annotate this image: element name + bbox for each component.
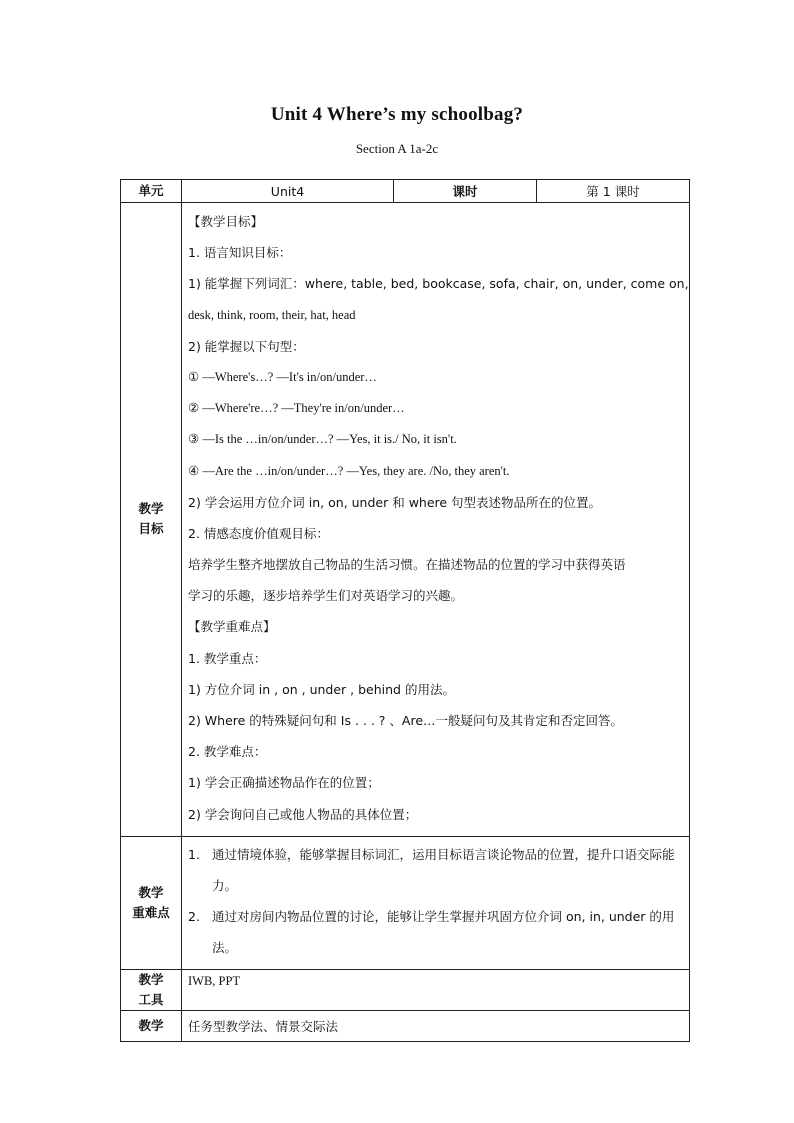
objectives-label-line2: 目标 bbox=[138, 521, 164, 537]
tools-label-line2: 工具 bbox=[138, 991, 164, 1007]
objectives-content bbox=[182, 203, 690, 837]
methods-content bbox=[182, 1010, 690, 1041]
language-goal-heading: 1. 语言知识目标： bbox=[188, 245, 292, 261]
emotion-goal-heading: 2. 情感态度价值观目标： bbox=[188, 525, 329, 541]
emotion-goal-line-1: 培养学生整齐地摆放自己物品的生活习惯。在描述物品的位置的学习中获得英语 bbox=[188, 557, 626, 573]
document-title: Unit 4 Where’s my schoolbag? bbox=[270, 104, 524, 125]
vocabulary-line-1: 1) 能掌握下列词汇：where, table, bed, bookcase, sofa, chair, on, under, come on, bbox=[188, 276, 689, 292]
lesson-plan-table bbox=[120, 179, 690, 1042]
objectives-heading: 【教学目标】 bbox=[188, 214, 264, 229]
key-points-row bbox=[121, 836, 690, 969]
difficult-points-heading: 2. 教学难点： bbox=[188, 744, 267, 760]
list-item-number: 1. bbox=[188, 846, 200, 862]
header-row bbox=[121, 180, 690, 203]
tools-label-line1: 教学 bbox=[138, 971, 164, 987]
list-item-number: 2. bbox=[188, 908, 200, 924]
key-points-label bbox=[121, 836, 182, 969]
objectives-label bbox=[121, 203, 182, 837]
key-points-list bbox=[182, 837, 689, 969]
methods-label: 教学 bbox=[121, 1010, 182, 1041]
unit-value: Unit4 bbox=[182, 180, 394, 203]
difficult-point-1: 1) 学会正确描述物品作在的位置； bbox=[188, 775, 380, 791]
list-item-text: 通过对房间内物品位置的讨论，能够让学生掌握并巩固方位介词 on, in, under 的用法。 bbox=[212, 908, 675, 955]
key-points-label-line2: 重难点 bbox=[132, 904, 170, 920]
pattern-2: ② —Where're…? —They're in/on/under… bbox=[188, 401, 405, 416]
pattern-4: ④ —Are the …in/on/under…? —Yes, they are. /No, they aren't. bbox=[188, 463, 510, 478]
key-point-1: 1) 方位介词 in , on , under , behind 的用法。 bbox=[188, 681, 455, 697]
pattern-1: ① —Where's…? —It's in/on/under… bbox=[188, 369, 377, 384]
key-difficult-heading: 【教学重难点】 bbox=[188, 619, 276, 635]
difficult-point-2: 2) 学会询问自己或他人物品的具体位置； bbox=[188, 806, 418, 822]
period-value: 第 1 课时 bbox=[537, 180, 690, 203]
methods-row bbox=[121, 1010, 690, 1041]
pattern-3: ③ —Is the …in/on/under…? —Yes, it is./ No, it isn't. bbox=[188, 432, 457, 447]
period-label: 课时 bbox=[394, 180, 537, 203]
key-point-2: 2) Where 的特殊疑问句和 Is . . . ? 、Are…一般疑问句及其肯定和否定回答。 bbox=[188, 713, 624, 728]
list-item-text: 通过情境体验，能够掌握目标词汇，运用目标语言谈论物品的位置，提升口语交际能力。 bbox=[212, 846, 675, 893]
list-item bbox=[188, 839, 683, 901]
tools-value: IWB, PPT bbox=[188, 973, 241, 988]
tools-content bbox=[182, 969, 690, 1010]
methods-value: 任务型教学法、情景交际法 bbox=[188, 1018, 339, 1034]
key-points-content bbox=[182, 836, 690, 969]
key-points-heading: 1. 教学重点： bbox=[188, 650, 267, 666]
vocabulary-line-2: desk, think, room, their, hat, head bbox=[188, 307, 356, 322]
document-subtitle: Section A 1a-2c bbox=[355, 141, 439, 156]
tools-row bbox=[121, 969, 690, 1010]
objectives-label-line1: 教学 bbox=[138, 501, 164, 517]
tools-label bbox=[121, 969, 182, 1010]
unit-label: 单元 bbox=[121, 180, 182, 203]
sentence-patterns-heading: 2) 能掌握以下句型： bbox=[188, 338, 305, 354]
key-points-label-line1: 教学 bbox=[138, 884, 164, 900]
prepositions-goal: 2) 学会运用方位介词 in, on, under 和 where 句型表述物品所在的位置。 bbox=[188, 494, 602, 510]
emotion-goal-line-2: 学习的乐趣，逐步培养学生们对英语学习的兴趣。 bbox=[188, 588, 464, 604]
list-item bbox=[188, 901, 683, 963]
objectives-row bbox=[121, 203, 690, 837]
